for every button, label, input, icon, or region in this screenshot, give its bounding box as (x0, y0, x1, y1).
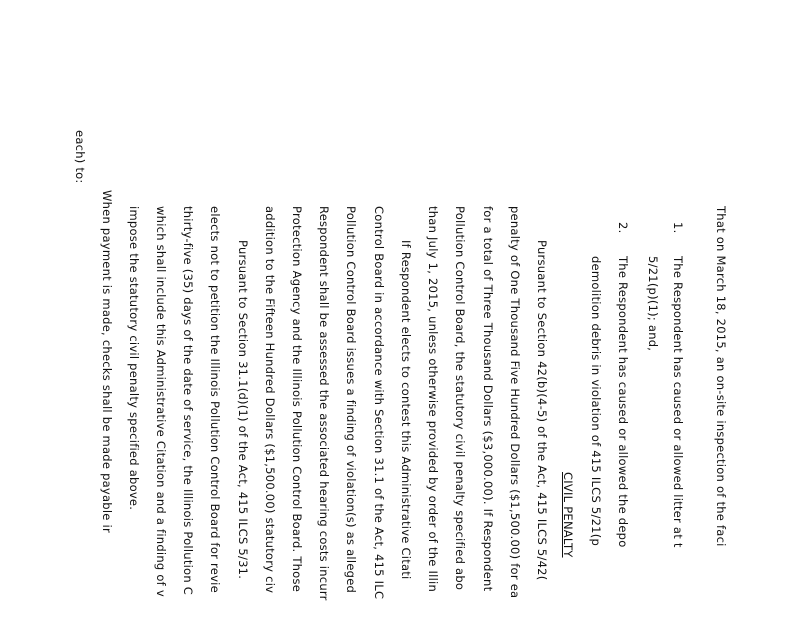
default-para-line-3: thirty-five (35) days of the date of service, the Illinois Pollution C (181, 206, 195, 596)
payment-para-line-1: When payment is made, checks shall be made payable ir (100, 190, 114, 533)
violation-2-line-1: The Respondent has caused or allowed the depo (616, 256, 630, 548)
contest-para-line-1: If Respondent elects to contest this Administrative Citati (399, 240, 413, 580)
penalty-para-line-5: than July 1, 2015, unless otherwise provided by order of the Illin (426, 206, 440, 593)
contest-para-line-5: Protection Agency and the Illinois Pollution Control Board. Those (290, 206, 304, 593)
payment-para-line-2: each) to: (73, 130, 87, 184)
default-para-line-5: impose the statutory civil penalty specified above. (127, 206, 141, 511)
section-heading-civil-penalty: CIVIL PENALTY (561, 472, 575, 558)
violation-1-line-2: 5/21(p)(1); and, (646, 256, 660, 352)
penalty-para-line-3: for a total of Three Thousand Dollars ($3,000.00). If Respondent (481, 206, 495, 592)
list-number-1: 1. (671, 222, 685, 234)
violation-1-line-1: The Respondent has caused or allowed litter at t (671, 256, 685, 548)
default-para-line-4: which shall include this Administrative Citation and a finding of v (154, 206, 168, 597)
penalty-para-line-2: penalty of One Thousand Five Hundred Dollars ($1,500.00) for ea (508, 206, 522, 599)
list-number-2: 2. (616, 222, 630, 234)
contest-para-line-6: addition to the Fifteen Hundred Dollars ($1,500.00) statutory civ (263, 206, 277, 594)
penalty-para-line-4: Pollution Control Board, the statutory civil penalty specified abo (453, 206, 467, 591)
penalty-para-line-1: Pursuant to Section 42(b)(4-5) of the Act, 415 ILCS 5/42( (535, 240, 549, 581)
violation-2-line-2: demolition debris in violation of 415 ILCS 5/21(p (589, 256, 603, 547)
default-para-line-1: Pursuant to Section 31.1(d)(1) of the Act, 415 ILCS 5/31. (236, 240, 250, 580)
contest-para-line-3: Pollution Control Board issues a finding of violation(s) as alleged (344, 206, 358, 594)
default-para-line-2: elects not to petition the Illinois Pollution Control Board for revie (208, 206, 222, 593)
intro-line: That on March 18, 2015, an on-site inspection of the faci (714, 206, 728, 547)
contest-para-line-4: Respondent shall be assessed the associated hearing costs incurr (317, 206, 331, 601)
contest-para-line-2: Control Board in accordance with Section 31.1 of the Act, 415 ILC (372, 206, 386, 600)
